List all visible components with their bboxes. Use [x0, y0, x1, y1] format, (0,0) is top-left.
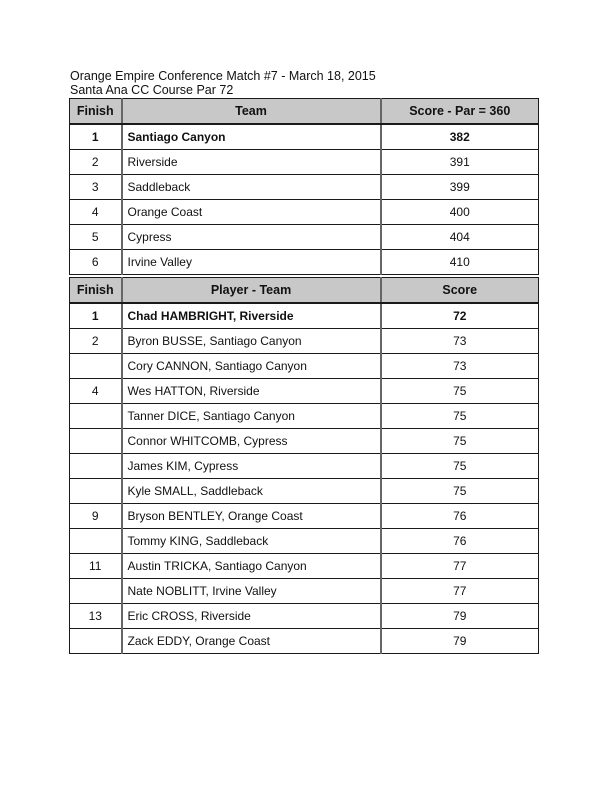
- finish-cell: 5: [70, 225, 122, 250]
- score-cell: 75: [381, 379, 539, 404]
- header-team: Team: [122, 99, 381, 125]
- finish-cell: 11: [70, 554, 122, 579]
- team-table-header-row: [70, 99, 539, 125]
- team-cell: Cypress: [122, 225, 381, 250]
- score-cell: 399: [381, 175, 539, 200]
- finish-cell: [70, 579, 122, 604]
- score-cell: 75: [381, 429, 539, 454]
- player-row: [70, 629, 539, 654]
- header-finish: Finish: [70, 99, 122, 125]
- finish-cell: 4: [70, 379, 122, 404]
- player-row: [70, 579, 539, 604]
- player-cell: Austin TRICKA, Santiago Canyon: [122, 554, 381, 579]
- score-cell: 77: [381, 579, 539, 604]
- document-header: [70, 69, 376, 97]
- player-cell: Wes HATTON, Riverside: [122, 379, 381, 404]
- team-cell: Santiago Canyon: [122, 124, 381, 150]
- player-cell: Kyle SMALL, Saddleback: [122, 479, 381, 504]
- player-cell: Connor WHITCOMB, Cypress: [122, 429, 381, 454]
- finish-cell: 6: [70, 250, 122, 275]
- header-player-team: Player - Team: [122, 278, 381, 304]
- finish-cell: [70, 529, 122, 554]
- player-cell: Cory CANNON, Santiago Canyon: [122, 354, 381, 379]
- player-row: [70, 379, 539, 404]
- team-cell: Riverside: [122, 150, 381, 175]
- finish-cell: 2: [70, 150, 122, 175]
- player-cell: Tommy KING, Saddleback: [122, 529, 381, 554]
- player-row: [70, 329, 539, 354]
- score-cell: 410: [381, 250, 539, 275]
- score-cell: 77: [381, 554, 539, 579]
- team-row: [70, 175, 539, 200]
- score-cell: 75: [381, 404, 539, 429]
- player-cell: Eric CROSS, Riverside: [122, 604, 381, 629]
- player-cell: Tanner DICE, Santiago Canyon: [122, 404, 381, 429]
- player-cell: Bryson BENTLEY, Orange Coast: [122, 504, 381, 529]
- finish-cell: [70, 404, 122, 429]
- player-row: [70, 554, 539, 579]
- score-cell: 391: [381, 150, 539, 175]
- team-row: [70, 250, 539, 275]
- finish-cell: 4: [70, 200, 122, 225]
- score-cell: 79: [381, 629, 539, 654]
- player-cell: James KIM, Cypress: [122, 454, 381, 479]
- finish-cell: [70, 429, 122, 454]
- player-row: [70, 354, 539, 379]
- finish-cell: 2: [70, 329, 122, 354]
- finish-cell: [70, 479, 122, 504]
- team-row: [70, 225, 539, 250]
- finish-cell: [70, 354, 122, 379]
- player-row: [70, 479, 539, 504]
- document-title: Orange Empire Conference Match #7 - March 18, 2015: [70, 69, 376, 83]
- player-row: [70, 429, 539, 454]
- team-row: [70, 200, 539, 225]
- team-results-table: [69, 98, 539, 275]
- team-cell: Saddleback: [122, 175, 381, 200]
- finish-cell: 13: [70, 604, 122, 629]
- player-row: [70, 604, 539, 629]
- player-table-body: [70, 303, 539, 654]
- score-cell: 75: [381, 454, 539, 479]
- player-row: [70, 303, 539, 329]
- finish-cell: [70, 629, 122, 654]
- player-table-header-row: [70, 278, 539, 304]
- player-row: [70, 404, 539, 429]
- finish-cell: 1: [70, 124, 122, 150]
- player-cell: Nate NOBLITT, Irvine Valley: [122, 579, 381, 604]
- team-table-body: [70, 124, 539, 275]
- player-row: [70, 529, 539, 554]
- header-score: Score - Par = 360: [381, 99, 539, 125]
- score-cell: 76: [381, 529, 539, 554]
- document-subtitle: Santa Ana CC Course Par 72: [70, 83, 234, 97]
- score-cell: 76: [381, 504, 539, 529]
- score-cell: 400: [381, 200, 539, 225]
- header-score: Score: [381, 278, 539, 304]
- header-finish: Finish: [70, 278, 122, 304]
- individual-results-table: [69, 277, 539, 654]
- player-cell: Byron BUSSE, Santiago Canyon: [122, 329, 381, 354]
- player-row: [70, 454, 539, 479]
- score-cell: 382: [381, 124, 539, 150]
- score-cell: 73: [381, 354, 539, 379]
- player-cell: Zack EDDY, Orange Coast: [122, 629, 381, 654]
- team-cell: Irvine Valley: [122, 250, 381, 275]
- team-row: [70, 124, 539, 150]
- finish-cell: 1: [70, 303, 122, 329]
- finish-cell: [70, 454, 122, 479]
- player-cell: Chad HAMBRIGHT, Riverside: [122, 303, 381, 329]
- score-cell: 404: [381, 225, 539, 250]
- team-row: [70, 150, 539, 175]
- team-cell: Orange Coast: [122, 200, 381, 225]
- score-cell: 75: [381, 479, 539, 504]
- finish-cell: 3: [70, 175, 122, 200]
- player-row: [70, 504, 539, 529]
- score-cell: 72: [381, 303, 539, 329]
- score-cell: 73: [381, 329, 539, 354]
- score-cell: 79: [381, 604, 539, 629]
- finish-cell: 9: [70, 504, 122, 529]
